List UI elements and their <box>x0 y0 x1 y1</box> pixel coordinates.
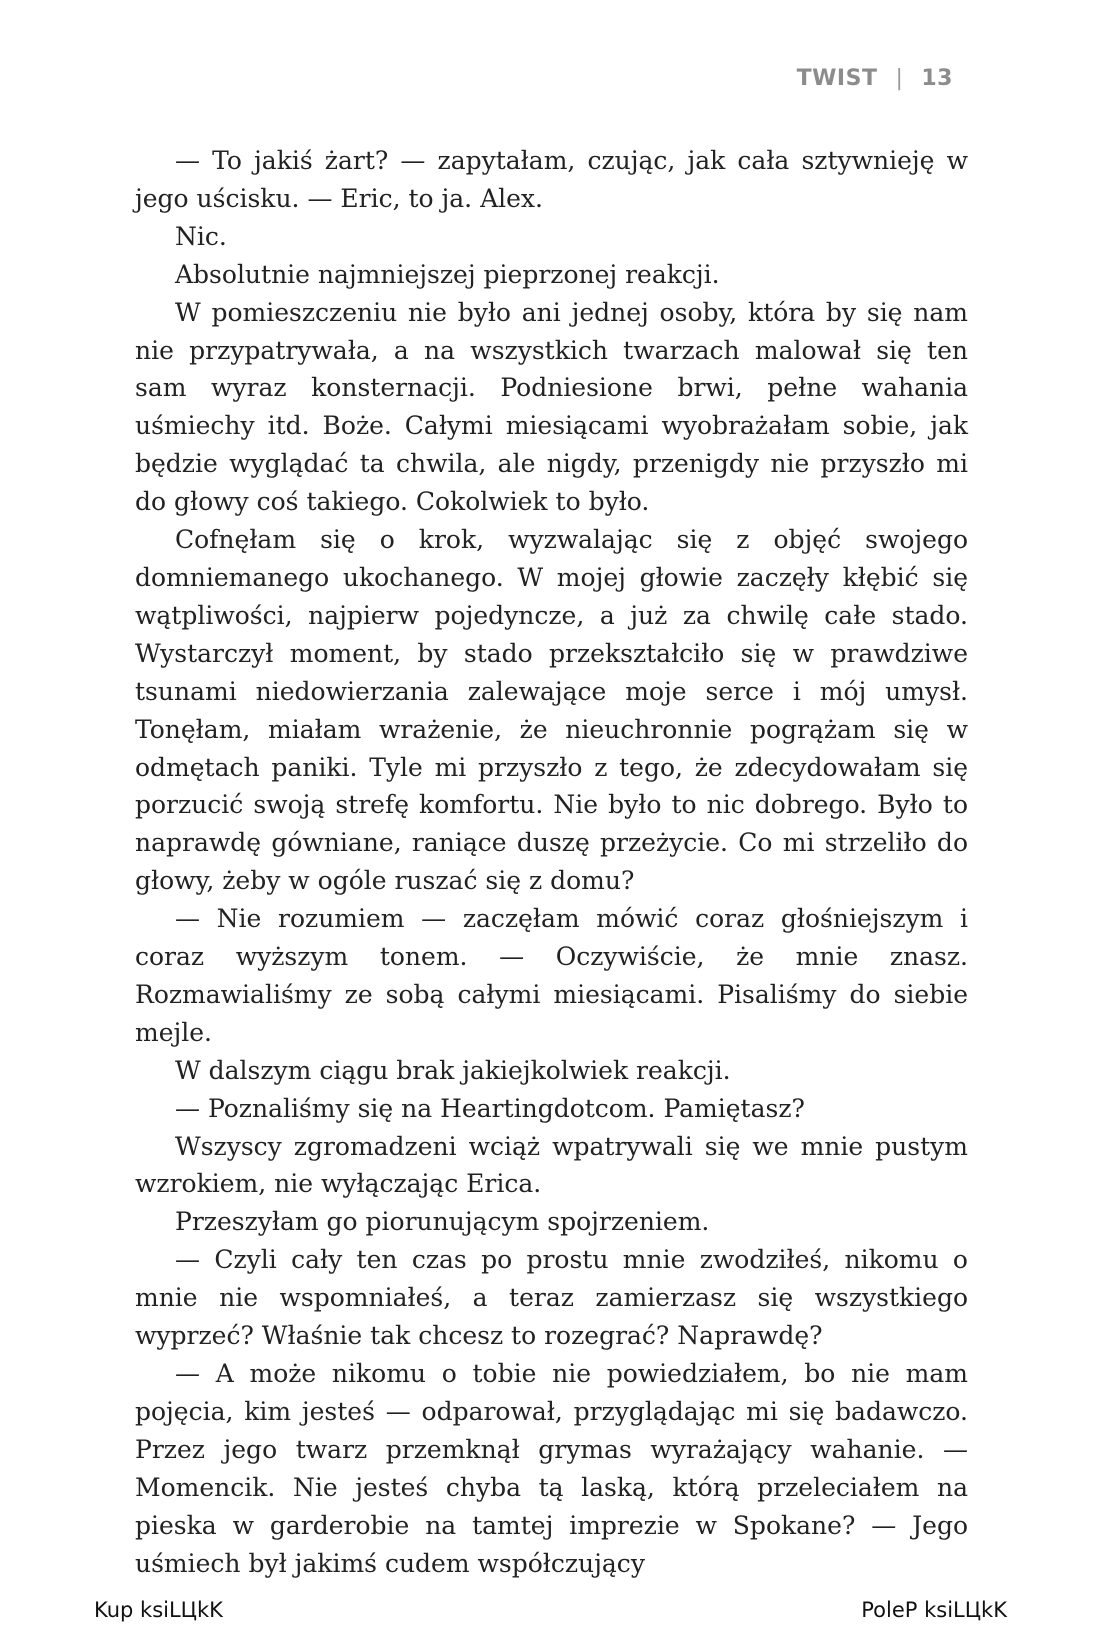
page-body-text <box>135 142 968 1582</box>
paragraph: Nic. <box>175 221 227 251</box>
paragraph: — Czyli cały ten czas po prostu mnie zwodziłeś, nikomu o mnie nie wspomniałeś, a teraz zamierzasz się wszystkiego wyprzeć? Właśnie tak chcesz to rozegrać? Naprawdę? <box>135 1245 968 1351</box>
page-footer <box>94 1598 1007 1622</box>
running-title: TWIST <box>796 66 878 91</box>
paragraph: Wszyscy zgromadzeni wciąż wpatrywali się we mnie pustym wzrokiem, nie wyłączając Erica. <box>135 1131 968 1199</box>
paragraph: Przeszyłam go piorunującym spojrzeniem. <box>175 1207 710 1237</box>
page-number: 13 <box>921 66 953 91</box>
paragraph: W dalszym ciągu brak jakiejkolwiek reakcji. <box>175 1055 731 1085</box>
paragraph: — Poznaliśmy się na Heartingdotcom. Pamiętasz? <box>175 1093 805 1123</box>
paragraph: — Nie rozumiem — zaczęłam mówić coraz głośniejszym i coraz wyższym tonem. — Oczywiście, że mnie znasz. Rozmawialiśmy ze sobą całymi miesiącami. Pisaliśmy do siebie mejle. <box>135 904 968 1047</box>
running-header <box>797 66 953 91</box>
recommend-book-link[interactable]: PoleP ksiLЦkK <box>861 1598 1007 1622</box>
buy-book-link[interactable]: Kup ksiLЦkK <box>94 1598 223 1622</box>
paragraph: — A może nikomu o tobie nie powiedziałem, bo nie mam pojęcia, kim jesteś — odparował, przyglądając mi się badawczo. Przez jego twarz przemknął grymas wyrażający wahanie. — Momencik. Nie jesteś chyba tą laską, którą przeleciałem na pieska w garderobie na tamtej imprezie w Spokane? — Jego uśmiech był jakimś cudem współczujący <box>135 1359 968 1578</box>
paragraph: Absolutnie najmniejszej pieprzonej reakcji. <box>175 259 720 289</box>
paragraph: W pomieszczeniu nie było ani jednej osoby, która by się nam nie przypatrywała, a na wszystkich twarzach malował się ten sam wyraz konsternacji. Podniesione brwi, pełne wahania uśmiechy itd. Boże. Całymi miesiącami wyobrażałam sobie, jak będzie wyglądać ta chwila, ale nigdy, przenigdy nie przyszło mi do głowy coś takiego. Cokolwiek to było. <box>135 297 968 517</box>
header-separator: | <box>895 66 904 91</box>
paragraph: — To jakiś żart? — zapytałam, czując, jak cała sztywnieję w jego uścisku. — Eric, to ja. Alex. <box>135 146 968 213</box>
paragraph: Cofnęłam się o krok, wyzwalając się z objęć swojego domniemanego ukochanego. W mojej głowie zaczęły kłębić się wątpliwości, najpierw pojedyncze, a już za chwilę całe stado. Wystarczył moment, by stado przekształciło się w prawdziwe tsunami niedowierzania zalewające moje serce i mój umysł. Tonęłam, miałam wrażenie, że nieuchronnie pogrążam się w odmętach paniki. Tyle mi przyszło z tego, że zdecydowałam się porzucić swoją strefę komfortu. Nie było to nic dobrego. Było to naprawdę gówniane, raniące duszę przeżycie. Co mi strzeliło do głowy, żeby w ogóle ruszać się z domu? <box>135 525 968 896</box>
